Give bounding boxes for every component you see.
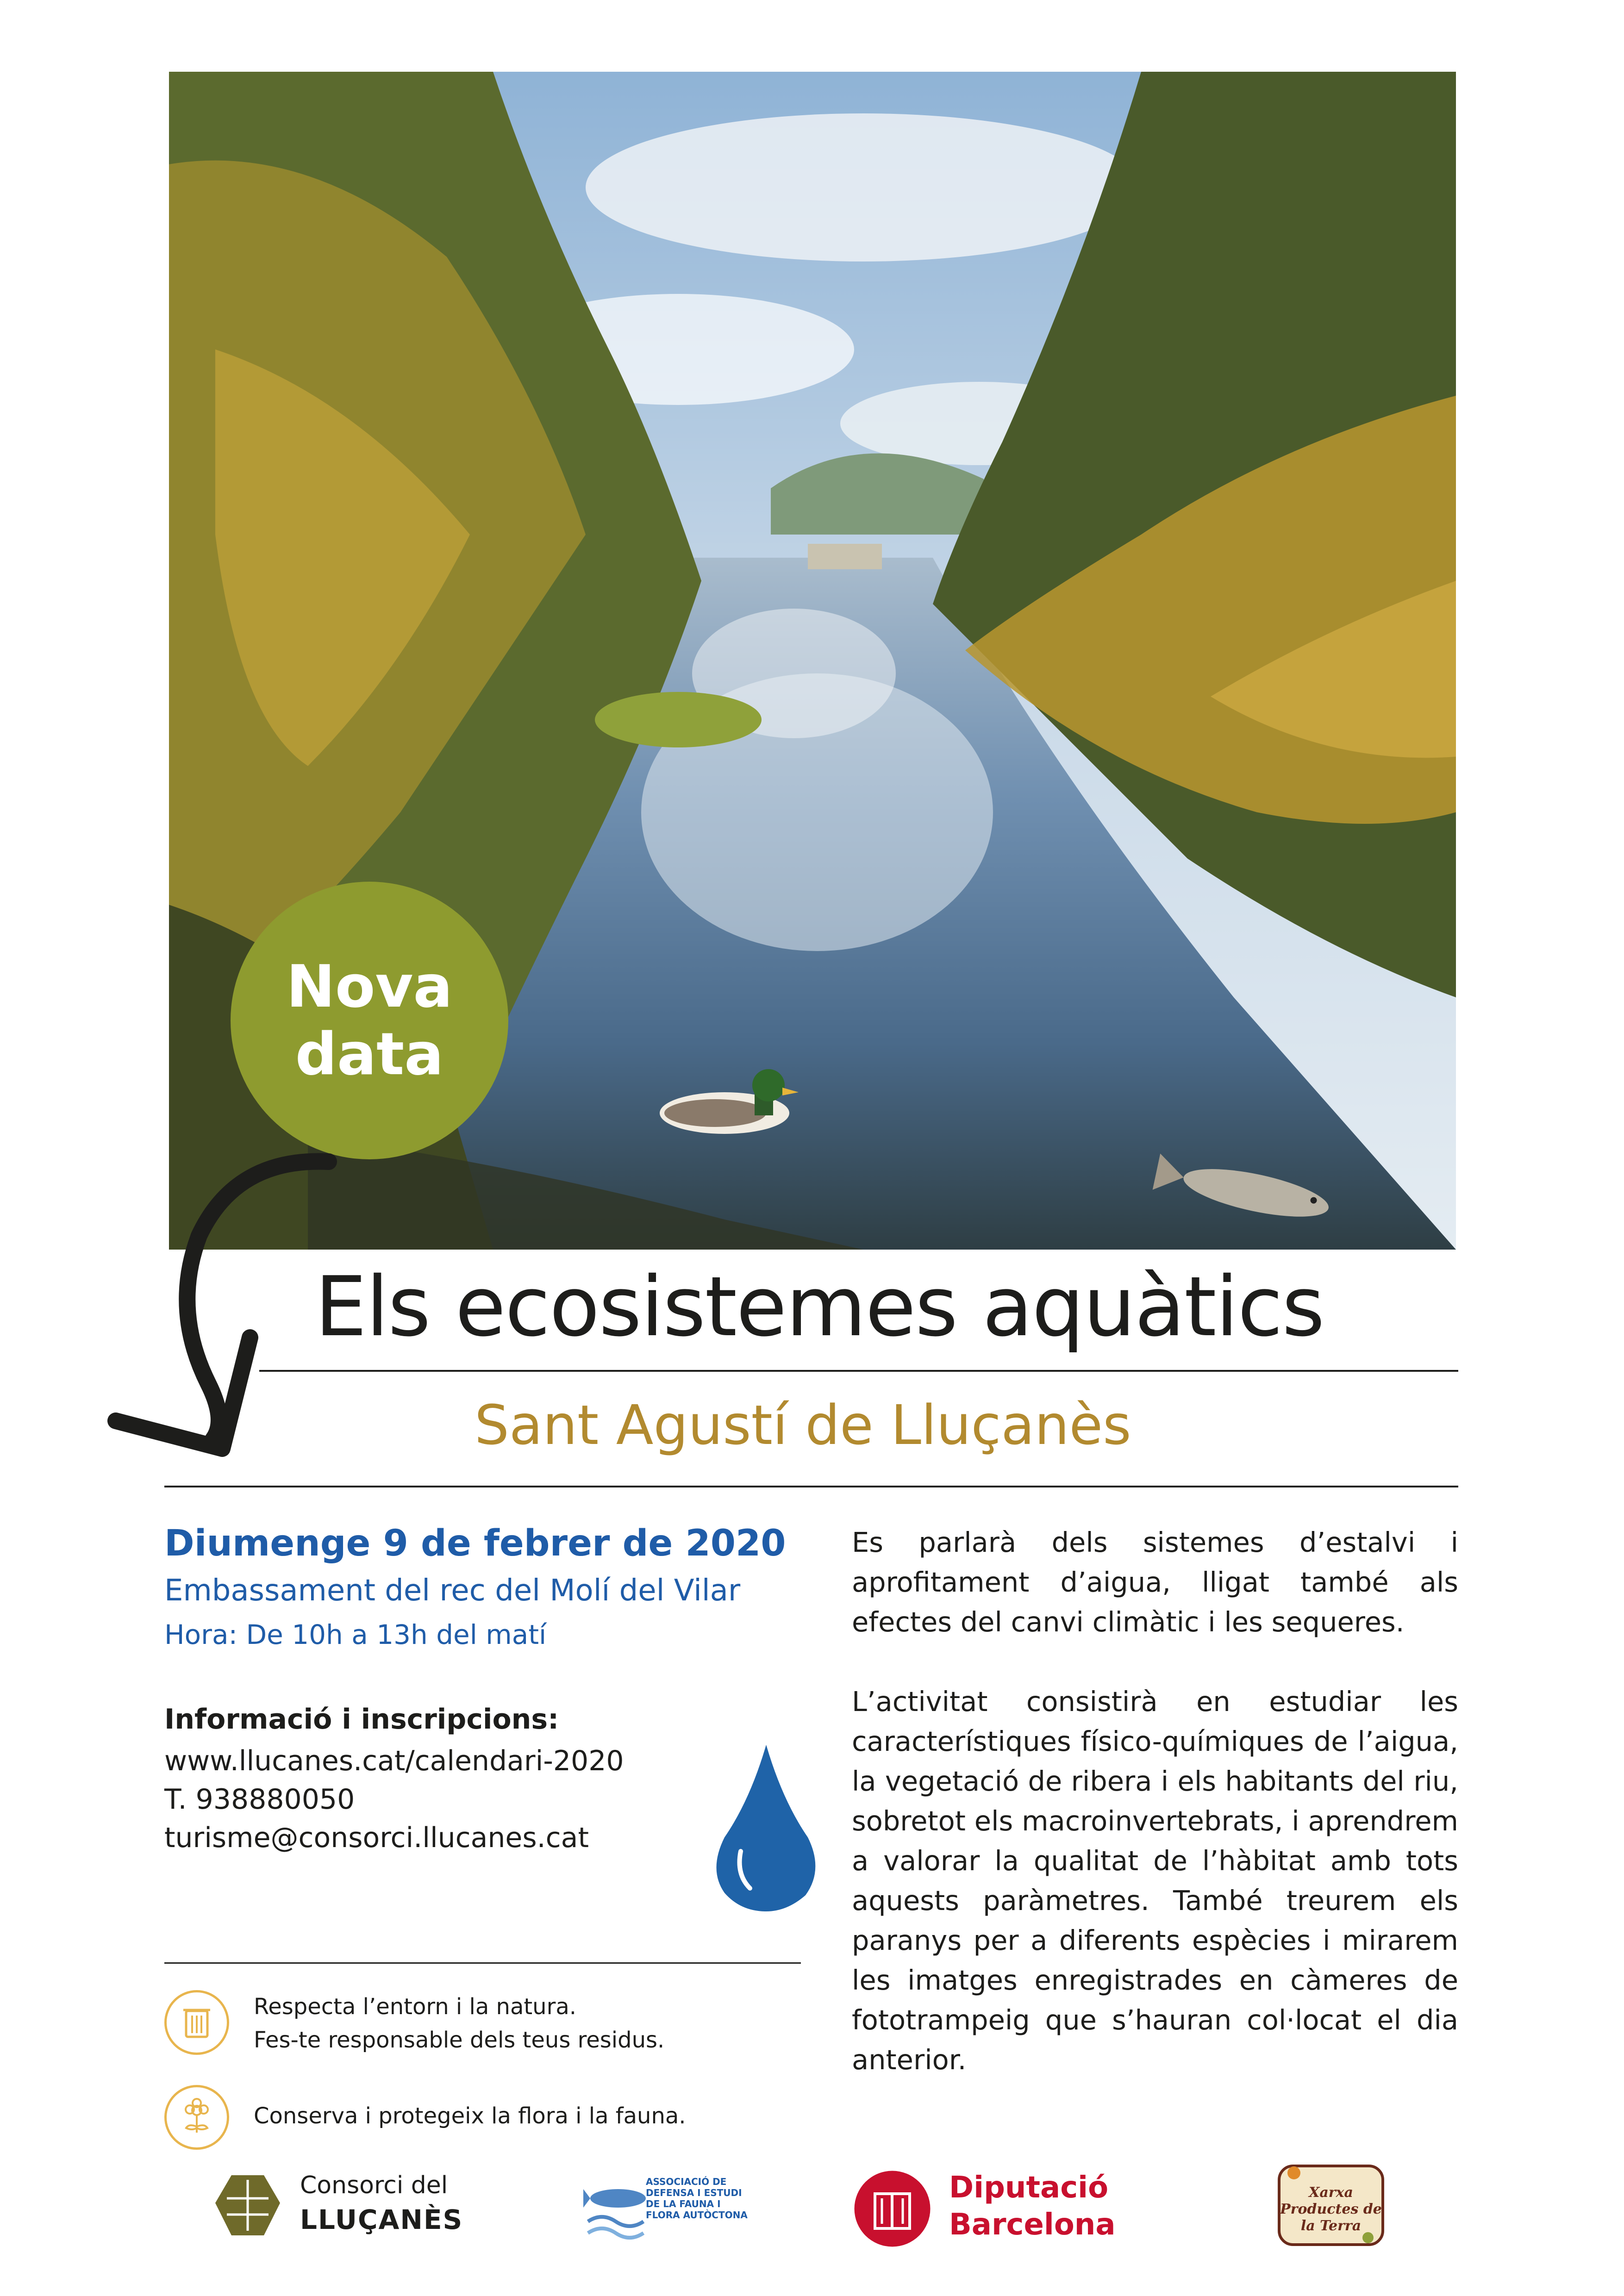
tip1-line1: Respecta l’entorn i la natura.	[254, 1994, 577, 2020]
subtitle-divider	[164, 1486, 1458, 1487]
xarxa-productes-logo-text: Xarxa Productes de la Terra	[1280, 2184, 1382, 2234]
flower-icon	[164, 2085, 229, 2150]
consorci-logo-line2: LLUÇANÈS	[300, 2204, 463, 2235]
new-date-badge	[231, 882, 508, 1159]
event-date: Diumenge 9 de febrer de 2020	[164, 1523, 786, 1564]
consorci-logo-line1: Consorci del	[300, 2172, 448, 2199]
info-web-link[interactable]: www.llucanes.cat/calendari-2020	[164, 1745, 624, 1777]
info-title: Informació i inscripcions:	[164, 1703, 559, 1736]
tip1-line2: Fes-te responsable dels teus residus.	[254, 2027, 665, 2053]
diputacio-logo-line1: Diputació	[949, 2171, 1109, 2205]
info-email-link[interactable]: turisme@consorci.llucanes.cat	[164, 1822, 589, 1854]
badge-line2: data	[295, 1020, 444, 1088]
description-paragraph-2: L’activitat consistirà en estudiar les característiques físico-químiques de l’aigua, la vegetació de ribera i els habitants del riu, sobretot els macroinvertebrats, i aprendrem a valorar la qualitat de l’hàbitat amb tots aquests paràmetres. També treurem els paranys per a diferents espècies i mirarem les imatges enregistrades en càmeres de fototrampeig que s’hauran col·locat el dia anterior.	[852, 1686, 1458, 2076]
consorci-logo-icon	[213, 2171, 282, 2240]
event-time: Hora: De 10h a 13h del matí	[164, 1619, 547, 1650]
event-place: Embassament del rec del Molí del Vilar	[164, 1574, 741, 1608]
page-title: Els ecosistemes aquàtics	[315, 1259, 1324, 1355]
description-paragraph-1: Es parlarà dels sistemes d’estalvi i aprofitament d’aigua, lligat també als efectes del canvi climàtic i les sequeres.	[852, 1526, 1458, 1638]
diputacio-logo-line2: Barcelona	[949, 2208, 1116, 2242]
trash-bin-icon	[164, 1990, 229, 2055]
event-description	[852, 1523, 1458, 2120]
page-subtitle: Sant Agustí de Lluçanès	[475, 1393, 1131, 1457]
info-divider	[164, 1962, 801, 1964]
adefa-logo-text: ASSOCIACIÓ DE DEFENSA I ESTUDI DE LA FAUNA I FLORA AUTÒCTONA	[646, 2176, 748, 2221]
title-divider	[259, 1370, 1458, 1372]
diputacio-logo-icon	[854, 2171, 931, 2247]
info-phone[interactable]: T. 938880050	[164, 1783, 355, 1816]
tip2-line1: Conserva i protegeix la flora i la fauna.	[254, 2103, 686, 2129]
water-drop-icon	[713, 1745, 819, 1911]
badge-line1: Nova	[286, 952, 453, 1020]
